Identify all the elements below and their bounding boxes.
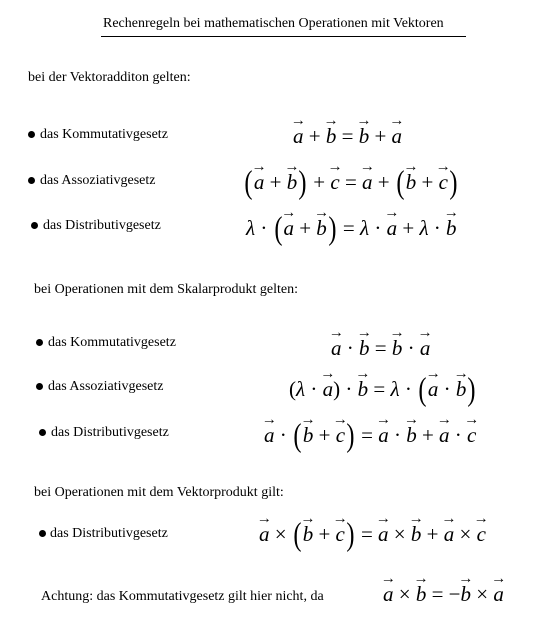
formula-addition-associative: (→ a + → b) + → c = → a + (→ b + → c)	[243, 167, 459, 200]
formula-scalar-distributive: → a · (→ b + → c) = → a · → b + → a · → c	[264, 420, 476, 453]
bullet-icon	[36, 339, 43, 346]
note-text: Achtung: das Kommutativgesetz gilt hier nicht, da	[41, 589, 324, 604]
formula-note: → a × → b = −→ b × → a	[383, 584, 504, 605]
formula-scalar-associative: (λ · → a) · → b = λ · (→ a · → b)	[289, 374, 477, 407]
section-heading-vector: bei Operationen mit dem Vektorprodukt gilt:	[34, 485, 284, 500]
bullet-icon	[36, 383, 43, 390]
rule-label-vector-distributive: das Distributivgesetz	[50, 526, 168, 541]
rule-label-addition-associative: das Assoziativgesetz	[40, 173, 156, 188]
title-underline	[101, 36, 466, 37]
section-heading-scalar: bei Operationen mit dem Skalarprodukt gelten:	[34, 282, 298, 297]
section-heading-addition: bei der Vektoradditon gelten:	[28, 70, 191, 85]
rule-label-scalar-associative: das Assoziativgesetz	[48, 379, 164, 394]
formula-vector-distributive: → a × (→ b + → c) = → a × → b + → a × → c	[259, 519, 486, 552]
formula-scalar-commutative: → a · → b = → b · → a	[331, 338, 430, 359]
rule-label-addition-distributive: das Distributivgesetz	[43, 218, 161, 233]
rule-label-scalar-distributive: das Distributivgesetz	[51, 425, 169, 440]
formula-addition-distributive: λ · (→ a + → b) = λ · → a + λ · → b	[246, 213, 457, 246]
bullet-icon	[28, 177, 35, 184]
bullet-icon	[31, 222, 38, 229]
page-title: Rechenregeln bei mathematischen Operationen mit Vektoren	[103, 16, 444, 31]
rule-label-scalar-commutative: das Kommutativgesetz	[48, 335, 176, 350]
bullet-icon	[28, 131, 35, 138]
bullet-icon	[39, 429, 46, 436]
bullet-icon	[39, 530, 46, 537]
rule-label-addition-commutative: das Kommutativgesetz	[40, 127, 168, 142]
formula-addition-commutative: → a + → b = → b + → a	[293, 126, 402, 147]
